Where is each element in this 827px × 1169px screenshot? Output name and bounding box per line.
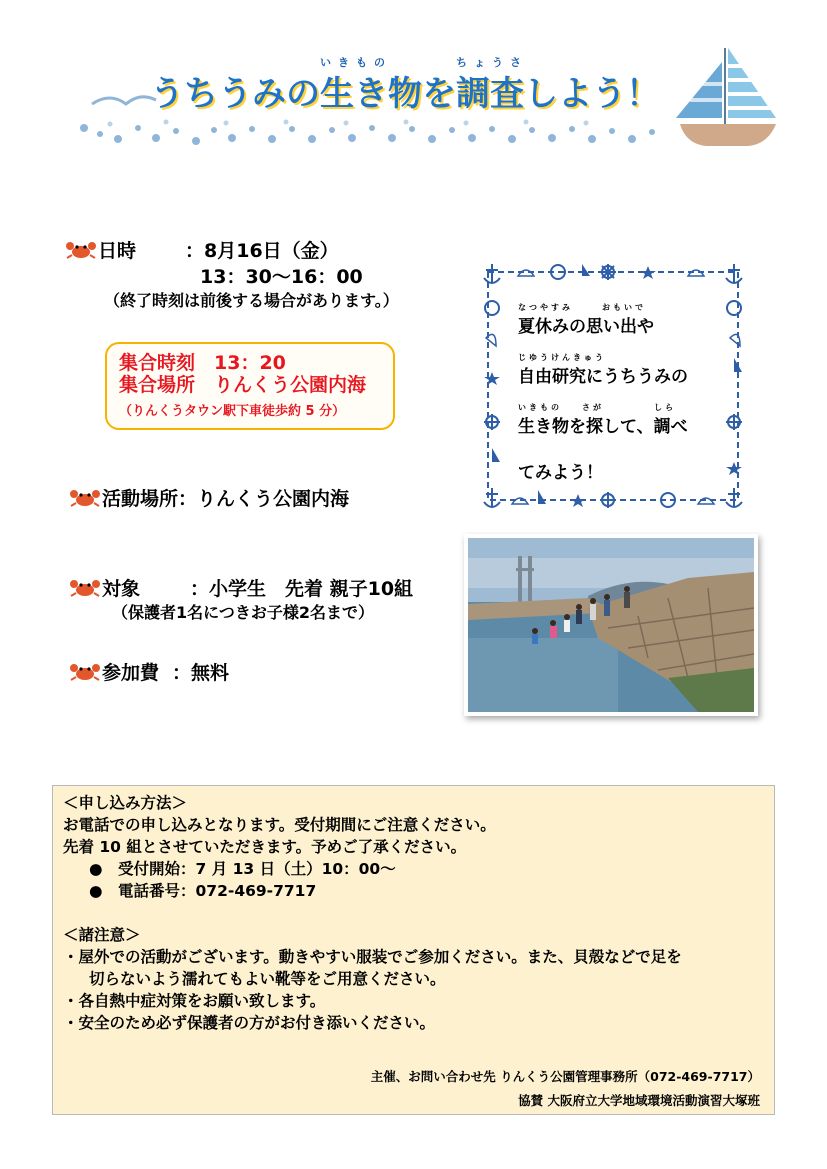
caution-line-1: ・屋外での活動がございます。動きやすい服装でご参加ください。また、貝殻などで足を (63, 948, 682, 966)
shell-icon (688, 270, 704, 276)
seaside-photo (464, 534, 758, 716)
apply-heading: ＜申し込み方法＞ (63, 794, 188, 812)
apply-line-2: 先着 10 組とさせていただきます。予めご了承ください。 (63, 838, 467, 856)
shell-icon (518, 270, 534, 276)
sailboat-icon (672, 44, 782, 154)
datetime-label: 日時 (98, 240, 137, 262)
meeting-place: 集合場所 りんくう公園内海 (119, 374, 367, 396)
small-sailboat-icon (582, 264, 590, 276)
caution-heading: ＜諸注意＞ (63, 926, 141, 944)
target-note: （保護者1名につきお子様2名まで） (112, 603, 374, 622)
datetime-value: ：8月16日（金） (185, 240, 339, 262)
page-title: うちうみの生き物を調査しよう！ (150, 74, 660, 114)
fee-row (70, 658, 159, 685)
frame-line-4: てみよう！ (518, 463, 603, 483)
ruby-ikimono: いきもの (518, 403, 562, 412)
crab-icon (70, 663, 100, 681)
shell-icon (730, 334, 740, 346)
crab-icon (70, 579, 100, 597)
title-ruby-ikimono: いきもの (320, 56, 392, 69)
small-sailboat-icon (492, 448, 500, 462)
ruby-natsuyasumi: なつやすみ (518, 303, 573, 312)
marine-frame (478, 262, 748, 510)
bullet-phone-number: ● 電話番号：072-469-7717 (89, 882, 317, 900)
target-row (70, 574, 140, 601)
starfish-icon (484, 372, 500, 385)
ruby-shira: しら (654, 403, 676, 412)
frame-line-1: 夏休みの思い出や (518, 317, 654, 337)
fee-label: 参加費 (102, 662, 160, 684)
starfish-icon (726, 462, 742, 475)
meeting-info-box (105, 342, 395, 430)
time-note: （終了時刻は前後する場合があります。） (104, 291, 399, 310)
fee-value: ：無料 (172, 662, 230, 684)
datetime-row (66, 236, 136, 263)
seaside-photo-illustration (468, 538, 754, 712)
caution-line-3: ・安全のため必ず保護者の方がお付き添いください。 (63, 1014, 436, 1032)
title-ruby-chousa: ちょうさ (456, 56, 528, 69)
caution-line-2: ・各自熱中症対策をお願い致します。 (63, 992, 326, 1010)
small-sailboat-icon (538, 490, 546, 504)
caution-line-1b: 切らないよう濡れてもよい靴等をご用意ください。 (89, 970, 446, 988)
notice-box (52, 785, 775, 1115)
time-value: 13：30～16：00 (200, 266, 363, 288)
meeting-note: （りんくうタウン駅下車徒歩約 5 分） (119, 404, 346, 419)
place-value: ：りんくう公園内海 (178, 488, 350, 510)
anchor-icon (484, 488, 500, 507)
target-value: ：小学生 先着 親子10組 (190, 578, 414, 600)
seagull-icon (92, 97, 156, 104)
header (0, 0, 827, 170)
crab-icon (70, 489, 100, 507)
small-sailboat-icon (734, 358, 742, 372)
spacer (63, 902, 764, 924)
organizer-contact: 主催、お問い合わせ先 りんくう公園管理事務所（072-469-7717） (370, 1069, 760, 1084)
ruby-omoide: おもいで (602, 303, 646, 312)
ruby-jiyukenkyu: じゆうけんきゅう (518, 353, 606, 362)
anchor-icon (726, 264, 742, 283)
cooperation: 協賛 大阪府立大学地域環境活動演習大塚班 (518, 1093, 760, 1108)
ruby-saga: さが (582, 403, 604, 412)
apply-line-1: お電話での申し込みとなります。受付期間にご注意ください。 (63, 816, 496, 834)
frame-line-2: 自由研究にうちうみの (518, 367, 688, 387)
frame-line-3: 生き物を探して、調べ (518, 417, 688, 437)
target-label: 対象 (102, 578, 141, 600)
place-label: 活動場所 (102, 488, 179, 510)
place-row (70, 484, 349, 511)
meeting-time: 集合時刻 13：20 (119, 352, 286, 374)
crab-icon (66, 241, 96, 259)
anchor-icon (726, 488, 742, 507)
anchor-icon (484, 264, 500, 283)
bullet-reception-start: ● 受付開始：7 月 13 日（土）10：00～ (89, 860, 396, 878)
